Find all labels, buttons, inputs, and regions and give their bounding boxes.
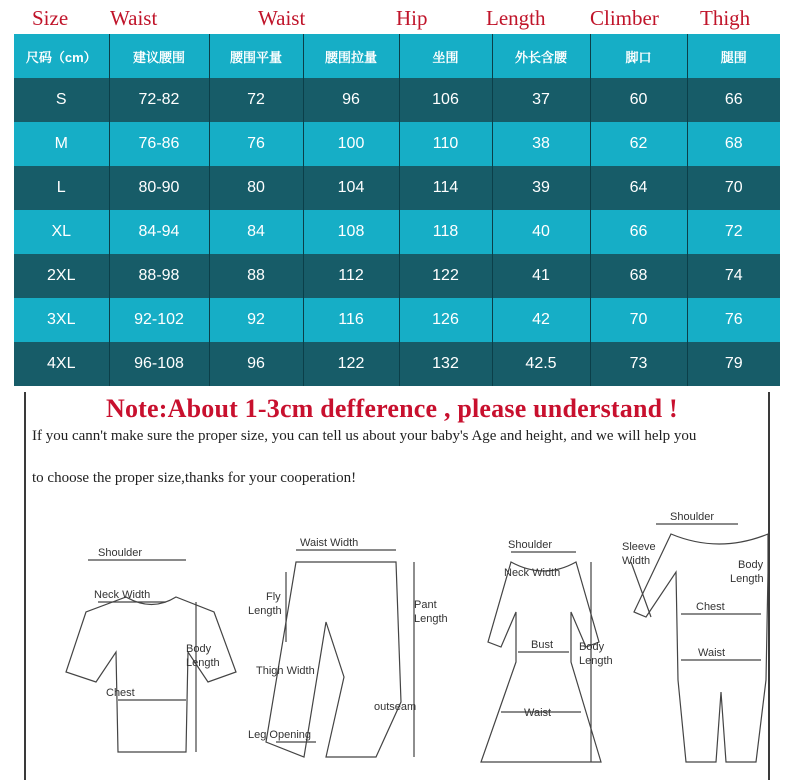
shirt-length-label: Length (186, 657, 220, 669)
table-cell: 74 (687, 254, 780, 298)
table-cell: 104 (303, 166, 399, 210)
header-cell: 建议腰围 (109, 34, 209, 78)
table-cell: 122 (303, 342, 399, 386)
table-cell: 84 (209, 210, 303, 254)
label-thigh: Thigh (700, 6, 751, 30)
table-cell: 41 (492, 254, 590, 298)
note-title: Note:About 1-3cm defference , please understand ! (106, 394, 678, 423)
shirt-body-label: Body (186, 643, 212, 655)
romper-sleeve-label: Sleeve (622, 541, 656, 553)
table-cell: 72 (687, 210, 780, 254)
pants-diagram (266, 550, 417, 757)
measurement-diagrams (26, 502, 768, 780)
table-cell: 38 (492, 122, 590, 166)
table-cell: 118 (399, 210, 492, 254)
romper-waist-label: Waist (698, 647, 726, 659)
note-section (24, 392, 770, 780)
table-cell: 66 (687, 78, 780, 122)
header-cell: 外长含腰 (492, 34, 590, 78)
table-cell: 88 (209, 254, 303, 298)
romper-body-label: Body (738, 559, 764, 571)
label-hip: Hip (396, 6, 428, 30)
dress-body-label: Body (579, 641, 605, 653)
table-cell: 39 (492, 166, 590, 210)
table-cell: 84-94 (109, 210, 209, 254)
table-cell: 92 (209, 298, 303, 342)
dress-waist-label: Waist (524, 707, 552, 719)
table-cell: L (14, 166, 109, 210)
label-length: Length (486, 6, 546, 30)
table-cell: 88-98 (109, 254, 209, 298)
table-cell: 60 (590, 78, 687, 122)
pants-waist-label: Waist Width (300, 537, 359, 549)
pants-thigh-label: Thigh Width (256, 665, 315, 677)
table-row (14, 342, 780, 386)
romper-chest-label: Chest (696, 601, 725, 613)
table-cell: 73 (590, 342, 687, 386)
shirt-chest-label: Chest (106, 687, 135, 699)
label-waist-suggested: Waist (110, 6, 158, 30)
table-cell: 92-102 (109, 298, 209, 342)
table-cell: 110 (399, 122, 492, 166)
table-cell: 42 (492, 298, 590, 342)
table-cell: M (14, 122, 109, 166)
pants-pant-length-label: Length (414, 613, 448, 625)
table-cell: 112 (303, 254, 399, 298)
table-cell: 80-90 (109, 166, 209, 210)
table-row (14, 298, 780, 342)
table-cell: 96 (303, 78, 399, 122)
table-cell: 62 (590, 122, 687, 166)
pants-fly-label: Fly (266, 591, 281, 603)
size-chart-table (14, 34, 780, 386)
table-row (14, 210, 780, 254)
shirt-neck-label: Neck Width (94, 589, 151, 601)
table-row (14, 122, 780, 166)
pants-outseam-label: outseam (374, 701, 417, 713)
note-line-2: to choose the proper size,thanks for your cooperation! (32, 470, 357, 486)
table-cell: 79 (687, 342, 780, 386)
table-cell: 96-108 (109, 342, 209, 386)
table-cell: 126 (399, 298, 492, 342)
table-cell: 80 (209, 166, 303, 210)
label-climber: Climber (590, 6, 659, 30)
table-cell: 76 (687, 298, 780, 342)
table-cell: 3XL (14, 298, 109, 342)
pants-pant-label: Pant (414, 599, 437, 611)
table-cell: 37 (492, 78, 590, 122)
table-cell: 68 (590, 254, 687, 298)
pants-fly-length-label: Length (248, 605, 282, 617)
label-size: Size (32, 6, 69, 30)
header-cell: 腰围拉量 (303, 34, 399, 78)
table-cell: 114 (399, 166, 492, 210)
header-cell: 腿围 (687, 34, 780, 78)
table-row (14, 166, 780, 210)
header-cell: 腰围平量 (209, 34, 303, 78)
table-cell: 70 (590, 298, 687, 342)
table-cell: 100 (303, 122, 399, 166)
label-waist-flat: Waist (258, 6, 306, 30)
table-cell: 4XL (14, 342, 109, 386)
romper-shoulder-label: Shoulder (670, 511, 715, 523)
dress-shoulder-label: Shoulder (508, 539, 553, 551)
table-cell: 66 (590, 210, 687, 254)
romper-length-label: Length (730, 573, 764, 585)
table-cell: 122 (399, 254, 492, 298)
table-cell: 96 (209, 342, 303, 386)
table-cell: 64 (590, 166, 687, 210)
column-english-labels (0, 0, 790, 36)
dress-length-label: Length (579, 655, 613, 667)
dress-neck-label: Neck Width (504, 567, 561, 579)
table-cell: 2XL (14, 254, 109, 298)
table-row (14, 254, 780, 298)
shirt-shoulder-label: Shoulder (98, 547, 143, 559)
pants-leg-label: Leg Opening (248, 729, 311, 741)
table-cell: 76-86 (109, 122, 209, 166)
table-cell: 70 (687, 166, 780, 210)
table-header-row (14, 34, 780, 78)
table-cell: 132 (399, 342, 492, 386)
table-cell: 76 (209, 122, 303, 166)
table-cell: 40 (492, 210, 590, 254)
shirt-diagram (66, 560, 236, 752)
table-cell: XL (14, 210, 109, 254)
table-cell: 72 (209, 78, 303, 122)
table-cell: 116 (303, 298, 399, 342)
header-cell: 坐围 (399, 34, 492, 78)
table-cell: 68 (687, 122, 780, 166)
table-cell: S (14, 78, 109, 122)
table-cell: 42.5 (492, 342, 590, 386)
table-cell: 72-82 (109, 78, 209, 122)
header-cell: 脚口 (590, 34, 687, 78)
romper-sleeve-width-label: Width (622, 555, 651, 567)
header-cell: 尺码（cm） (14, 34, 109, 78)
table-cell: 106 (399, 78, 492, 122)
table-cell: 108 (303, 210, 399, 254)
dress-bust-label: Bust (531, 639, 554, 651)
note-line-1: If you cann't make sure the proper size, you can tell us about your baby's Age and height, and we will help you (32, 428, 697, 444)
table-row (14, 78, 780, 122)
